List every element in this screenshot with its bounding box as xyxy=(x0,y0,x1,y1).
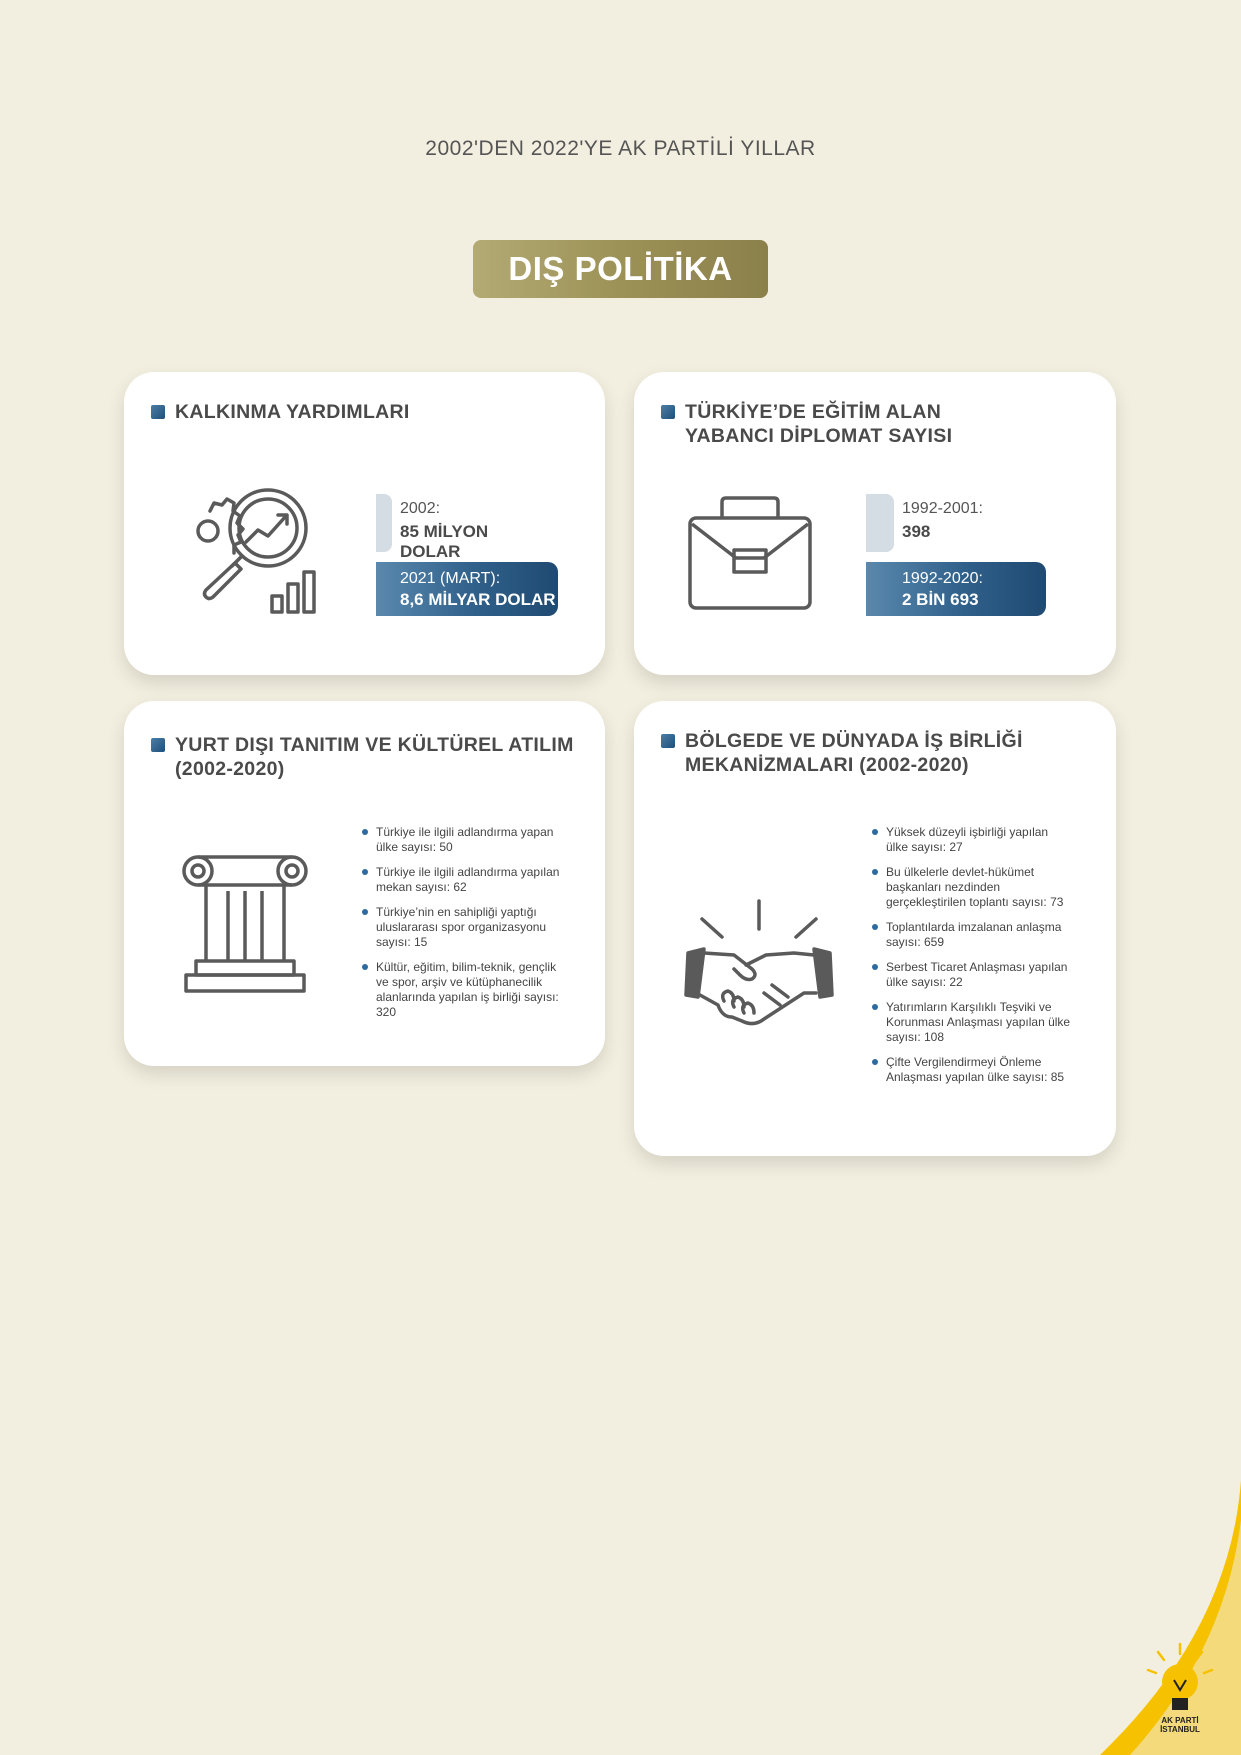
title-marker-icon xyxy=(661,734,675,748)
tanitim-list xyxy=(362,825,562,1030)
title-marker-icon xyxy=(151,738,165,752)
section-title-badge xyxy=(473,240,768,298)
card-kalkinma xyxy=(124,372,605,675)
stat-1992-2020: 1992-2020: 2 BİN 693 xyxy=(866,562,1046,616)
stat-2021: 2021 (MART): 8,6 MİLYAR DOLAR xyxy=(376,562,558,616)
card-isbirligi xyxy=(634,701,1116,1156)
briefcase-icon xyxy=(686,494,814,612)
column-icon xyxy=(180,853,310,995)
card-tanitim xyxy=(124,701,605,1066)
list-item: Çifte Vergilendirmeyi Önleme Anlaşması yapılan ülke sayısı: 85 xyxy=(872,1055,1072,1085)
logo-text: AK PARTİ İSTANBUL xyxy=(1160,1716,1200,1734)
list-item: Yüksek düzeyli işbirliği yapılan ülke sayısı: 27 xyxy=(872,825,1072,855)
stat-2002: 2002: 85 MİLYON DOLAR xyxy=(376,494,546,552)
list-item: Bu ülkelerle devlet-hükümet başkanları nezdinden gerçekleştirilen toplantı sayısı: 73 xyxy=(872,865,1072,910)
card-kalkinma-title: KALKINMA YARDIMLARI xyxy=(175,400,410,424)
list-item: Toplantılarda imzalanan anlaşma sayısı: 659 xyxy=(872,920,1072,950)
list-item: Kültür, eğitim, bilim-teknik, gençlik ve spor, arşiv ve kütüphanecilik alanlarında yapılan iş birliği sayısı: 320 xyxy=(362,960,562,1020)
isbirligi-list xyxy=(872,825,1072,1095)
card-isbirligi-title: BÖLGEDE VE DÜNYADA İŞ BİRLİĞİ MEKANİZMALARI (2002-2020) xyxy=(685,729,1023,777)
document-subtitle: 2002'DEN 2022'YE AK PARTİLİ YILLAR xyxy=(425,137,816,160)
list-item: Serbest Ticaret Anlaşması yapılan ülke sayısı: 22 xyxy=(872,960,1072,990)
handshake-icon xyxy=(684,897,834,1029)
analytics-magnifier-icon xyxy=(180,486,330,616)
section-title: DIŞ POLİTİKA xyxy=(508,250,733,287)
stat-1992-2001: 1992-2001: 398 xyxy=(866,494,1026,552)
title-marker-icon xyxy=(661,405,675,419)
list-item: Türkiye ile ilgili adlandırma yapan ülke sayısı: 50 xyxy=(362,825,562,855)
list-item: Türkiye ile ilgili adlandırma yapılan mekan sayısı: 62 xyxy=(362,865,562,895)
list-item: Yatırımların Karşılıklı Teşviki ve Korunması Anlaşması yapılan ülke sayısı: 108 xyxy=(872,1000,1072,1045)
card-tanitim-title: YURT DIŞI TANITIM VE KÜLTÜREL ATILIM (2002-2020) xyxy=(175,733,574,781)
list-item: Türkiye’nin en sahipliği yaptığı uluslararası spor organizasyonu sayısı: 15 xyxy=(362,905,562,950)
card-diplomat xyxy=(634,372,1116,675)
card-diplomat-title: TÜRKİYE’DE EĞİTİM ALAN YABANCI DİPLOMAT SAYISI xyxy=(685,400,952,448)
title-marker-icon xyxy=(151,405,165,419)
